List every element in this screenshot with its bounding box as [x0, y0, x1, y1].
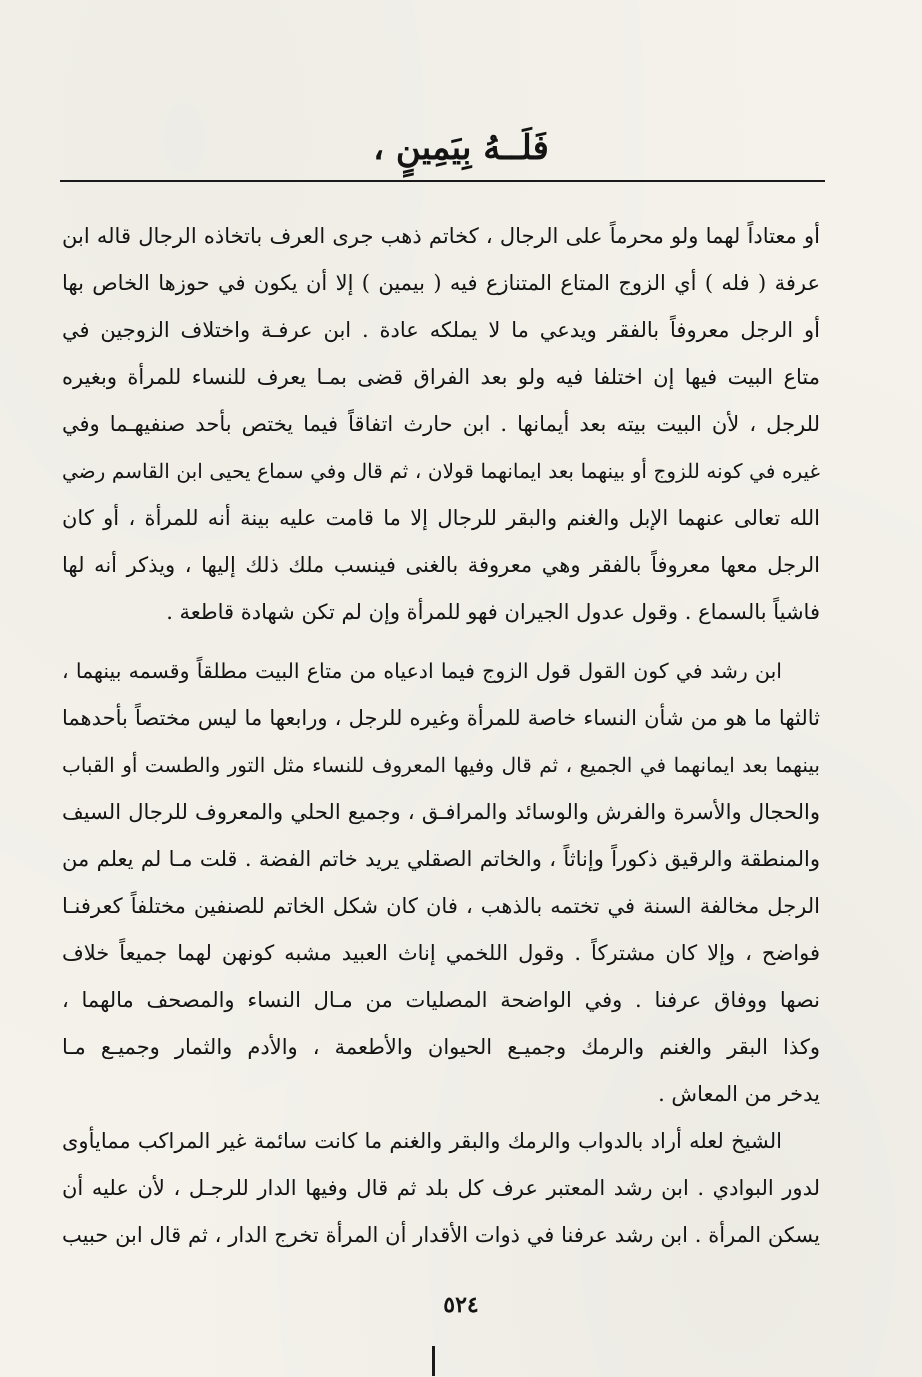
- text-line: غيره في كونه للزوج أو بينهما بعد ايمانهما قولان ، ثم قال وفي سماع يحيى ابن القاسم رضي: [62, 459, 820, 483]
- text-line: بينهما بعد ايمانهما في الجميع ، ثم قال وفيها المعروف للنساء مثل التور والطست أو القباب: [62, 753, 820, 777]
- text-line: ثالثها ما هو من شأن النساء خاصة للمرأة وغيره للرجل ، ورابعها ما ليس مختصاً بأحدهما: [62, 706, 820, 730]
- text-line: متاع البيت فيها إن اختلفا فيه ولو بعد الفراق قضى بمـا يعرف للنساء للمرأة وبغيره: [62, 365, 820, 389]
- text-line: فواضح ، وإلا كان مشتركاً . وقول اللخمي إناث العبيد مشبه كونهن لهما جميعاً خلاف: [62, 941, 820, 965]
- text-line: والمنطقة والرقيق ذكوراً وإناثاً ، والخاتم الصقلي يريد خاتم الفضة . قلت مـا لم يعلم من: [62, 847, 820, 871]
- text-line: يسكن المرأة . ابن رشد عرفنا في ذوات الأقدار أن المرأة تخرج الدار ، ثم قال ابن حبيب: [62, 1223, 820, 1247]
- text-line: للرجل ، لأن البيت بيته بعد أيمانها . ابن حارث اتفاقاً فيما يختص بأحد صنفيهـما وفي: [62, 412, 820, 436]
- margin-mark: [432, 1346, 435, 1376]
- text-line: عرفة ( فله ) أي الزوج المتاع المتنازع فيه ( بيمين ) إلا أن يكون في حوزها الخاص بها: [62, 271, 820, 295]
- paragraph-3: [62, 1118, 820, 1259]
- text-line: الرجل معها معروفاً بالفقر وهي معروفة بالغنى فينسب ملك ذلك إليها ، ويذكر أنه لها: [62, 553, 820, 577]
- text-line: يدخر من المعاش .: [658, 1082, 820, 1106]
- text-line: والحجال والأسرة والفرش والوسائد والمرافـق ، وجميع الحلي والمعروف للرجال السيف: [62, 800, 820, 824]
- text-line: وكذا البقر والغنم والرمك وجميـع الحيوان والأطعمة ، والأدم والثمار وجميـع مـا: [62, 1035, 820, 1059]
- text-line: فاشياً بالسماع . وقول عدول الجيران فهو للمرأة وإن لم تكن شهادة قاطعة .: [166, 600, 820, 624]
- text-line: أو الرجل معروفاً بالفقر ويدعي ما لا يملكه عادة . ابن عرفـة واختلاف الزوجين في: [62, 318, 820, 342]
- text-line: الله تعالى عنهما الإبل والغنم والبقر للرجال إلا ما قامت عليه بينة أنه للمرأة ، أو كان: [62, 506, 820, 530]
- text-line: لدور البوادي . ابن رشد المعتبر عرف كل بلد ثم قال وفيها الدار للرجـل ، لأن عليه أن: [62, 1176, 820, 1200]
- text-line: نصها ووفاق عرفنا . وفي الواضحة المصليات من مـال النساء والمصحف مالهما ،: [62, 988, 820, 1012]
- paragraph-2: [62, 648, 820, 1118]
- page-heading: فَلَــهُ بِيَمِينٍ ،: [373, 128, 549, 168]
- paragraph-1: [62, 213, 820, 636]
- text-line: ابن رشد في كون القول قول الزوج فيما ادعياه من متاع البيت مطلقاً وقسمه بينهما ،: [62, 659, 782, 683]
- text-line: أو معتاداً لهما ولو محرماً على الرجال ، كخاتم ذهب جرى العرف باتخاذه الرجال قاله ابن: [62, 224, 820, 248]
- heading-rule: [60, 180, 825, 182]
- page-number: ٥٢٤: [443, 1292, 479, 1318]
- text-line: الرجل مخالفة السنة في تختمه بالذهب ، فان كان شكل الخاتم للصنفين مختلفاً كعرفنـا: [62, 894, 820, 918]
- text-line: الشيخ لعله أراد بالدواب والرمك والبقر والغنم ما كانت سائمة غير المراكب ممايأوى: [62, 1129, 782, 1153]
